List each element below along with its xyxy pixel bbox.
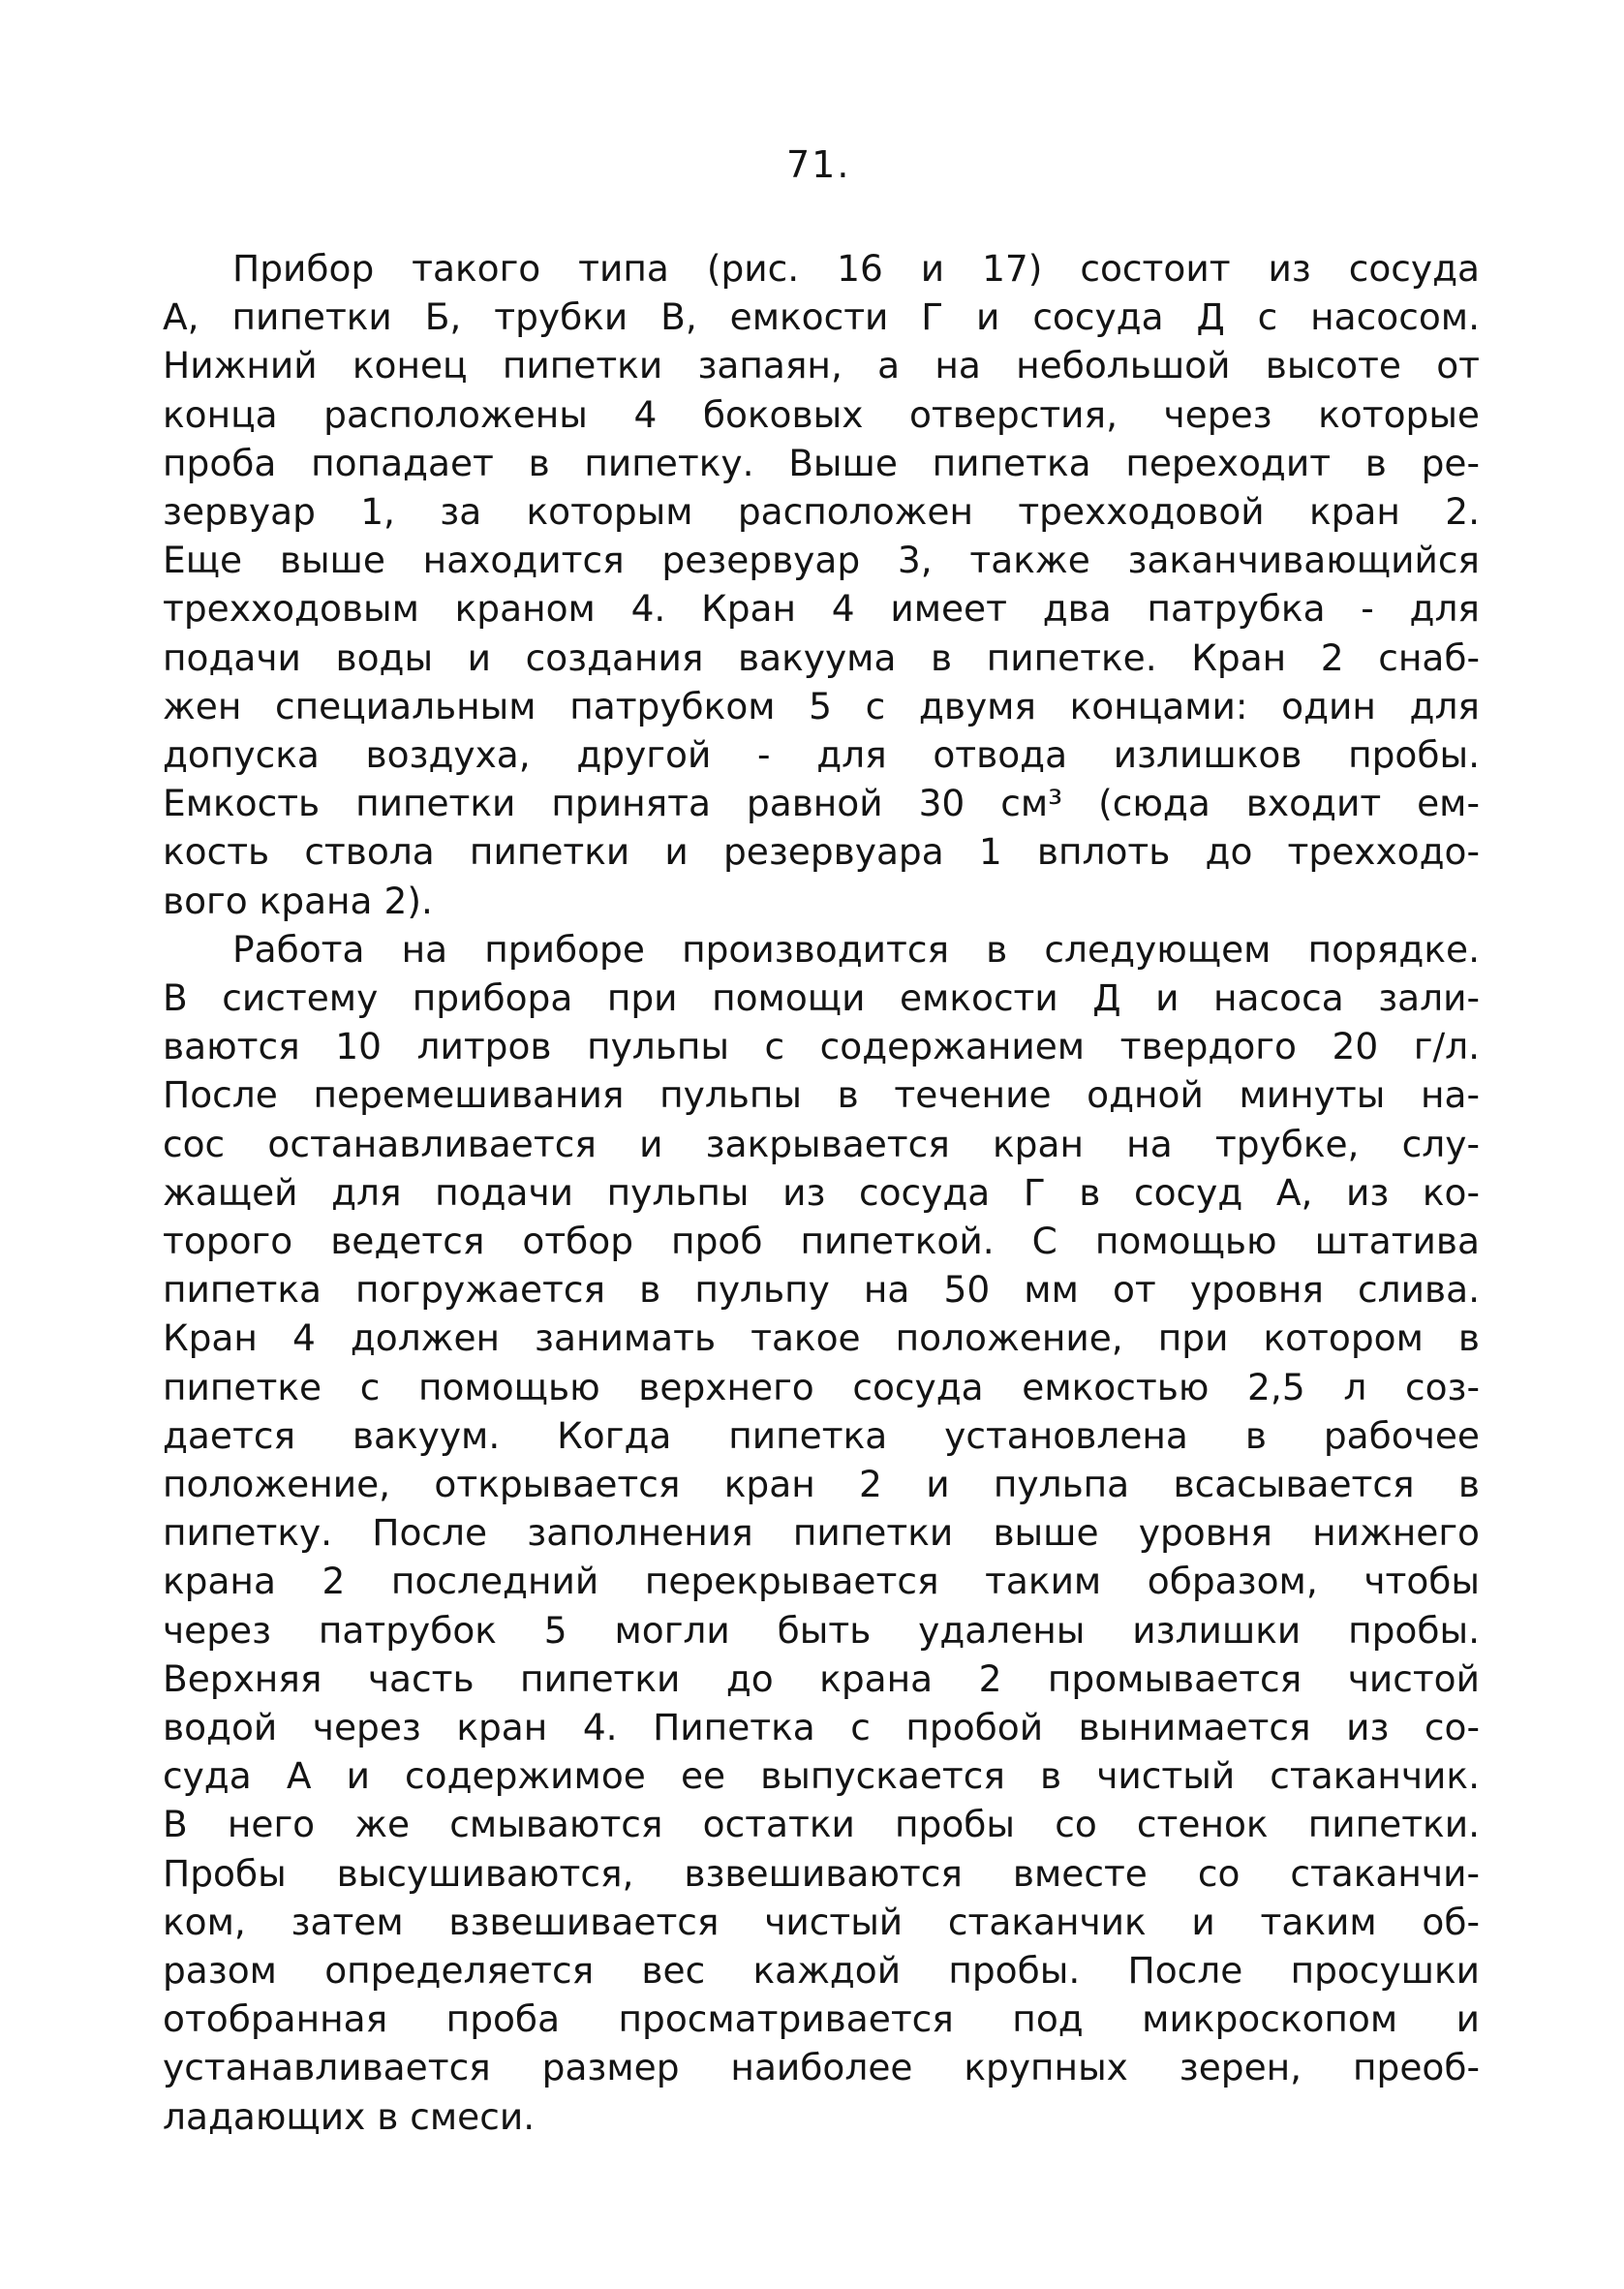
text-line: жащей для подачи пульпы из сосуда Г в сосуд А, из ко- <box>163 1170 1480 1214</box>
text-line: ваются 10 литров пульпы с содержанием твердого 20 г/л. <box>163 1025 1480 1068</box>
text-line: водой через кран 4. Пипетка с пробой вынимается из со- <box>163 1706 1480 1748</box>
text-line: устанавливается размер наиболее крупных зерен, преоб- <box>163 2046 1480 2089</box>
text-line: зервуар 1, за которым расположен трехходовой кран 2. <box>163 490 1480 533</box>
text-line: пипетку. После заполнения пипетки выше уровня нижнего <box>163 1511 1480 1555</box>
text-line: Нижний конец пипетки запаян, а на небольшой высоте от <box>163 344 1480 387</box>
text-line: В него же смываются остатки пробы со стенок пипетки. <box>163 1803 1480 1846</box>
paragraph-first-line: Прибор такого типа (рис. 16 и 17) состоит из сосуда <box>232 247 1480 290</box>
text-line: сос останавливается и закрывается кран на трубке, слу- <box>163 1122 1480 1165</box>
text-line: ладающих в смеси. <box>163 2094 536 2138</box>
text-line: После перемешивания пульпы в течение одной минуты на- <box>163 1073 1480 1117</box>
text-line: крана 2 последний перекрывается таким образом, чтобы <box>163 1560 1480 1603</box>
text-line: подачи воды и создания вакуума в пипетке. Кран 2 снаб- <box>163 635 1480 679</box>
text-line: торого ведется отбор проб пипеткой. С помощью штатива <box>163 1220 1480 1262</box>
text-line: через патрубок 5 могли быть удалены излишки пробы. <box>163 1608 1480 1652</box>
text-line: Еще выше находится резервуар 3, также заканчивающийся <box>163 539 1480 582</box>
text-line: суда А и содержимое ее выпускается в чистый стаканчик. <box>163 1754 1480 1798</box>
text-line: вого крана 2). <box>163 879 433 922</box>
text-line: В систему прибора при помощи емкости Д и насоса зали- <box>163 976 1480 1019</box>
text-line: жен специальным патрубком 5 с двумя концами: один для <box>163 684 1480 727</box>
text-line: Верхняя часть пипетки до крана 2 промывается чистой <box>163 1656 1480 1700</box>
text-line: трехходовым краном 4. Кран 4 имеет два патрубка - для <box>163 587 1480 631</box>
text-line: разом определяется вес каждой пробы. После просушки <box>163 1949 1480 1992</box>
paragraph-first-line: Работа на приборе производится в следующем порядке. <box>232 927 1480 971</box>
text-line: ком, затем взвешивается чистый стаканчик и таким об- <box>163 1900 1480 1943</box>
text-line: пипетка погружается в пульпу на 50 мм от уровня слива. <box>163 1268 1480 1312</box>
text-line: пипетке с помощью верхнего сосуда емкостью 2,5 л соз- <box>163 1365 1480 1408</box>
text-line: А, пипетки Б, трубки В, емкости Г и сосуда Д с насосом. <box>163 295 1480 339</box>
page-number: 71. <box>786 143 851 186</box>
text-line: проба попадает в пипетку. Выше пипетка переходит в ре- <box>163 441 1480 484</box>
text-line: Кран 4 должен занимать такое положение, при котором в <box>163 1316 1480 1360</box>
text-line: Емкость пипетки принята равной 30 см³ (сюда входит ем- <box>163 782 1480 825</box>
text-line: допуска воздуха, другой - для отвода излишков пробы. <box>163 733 1480 776</box>
text-line: кость ствола пипетки и резервуара 1 вплоть до трехходо- <box>163 830 1480 874</box>
text-line: конца расположены 4 боковых отверстия, через которые <box>163 392 1480 436</box>
text-line: Пробы высушиваются, взвешиваются вместе со стаканчи- <box>163 1851 1480 1895</box>
text-line: положение, открывается кран 2 и пульпа всасывается в <box>163 1463 1480 1505</box>
text-line: дается вакуум. Когда пипетка установлена в рабочее <box>163 1413 1480 1457</box>
text-line: отобранная проба просматривается под микроскопом и <box>163 1997 1480 2041</box>
